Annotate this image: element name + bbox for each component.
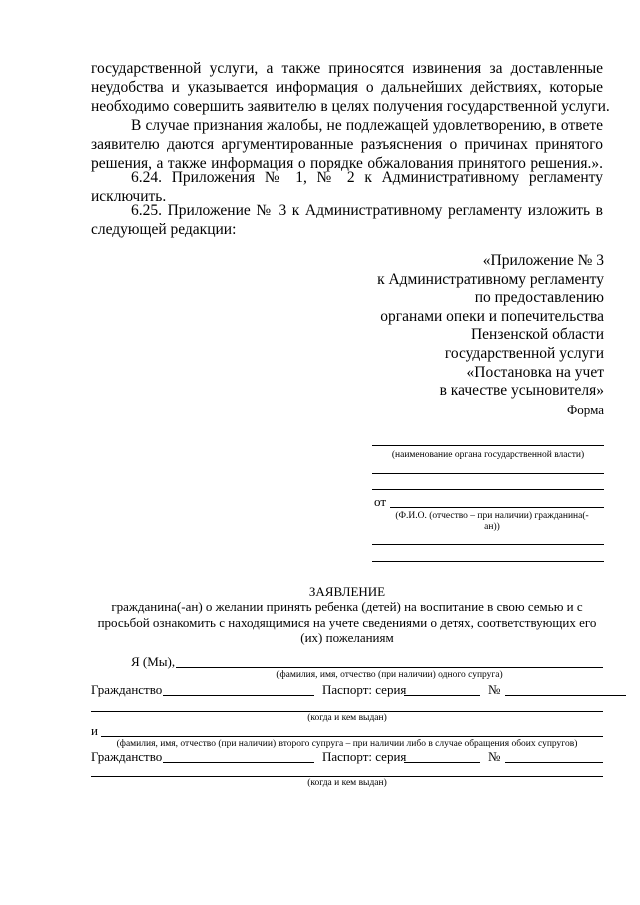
issued-caption-2: (когда и кем выдан) — [307, 778, 387, 788]
text-line: государственной услуги, а также приносятся извинения за доставленные — [91, 60, 603, 77]
text-line: заявителю даются аргументированные разъяснения о причинах принятого — [91, 136, 603, 153]
spouse1-name-line[interactable] — [176, 667, 603, 668]
passport-number-label: № — [488, 682, 501, 697]
paragraph-continuation — [91, 59, 610, 116]
appendix-line: Пензенской области — [470, 326, 604, 344]
appendix-line: к Административному регламенту — [377, 270, 604, 288]
authority-name-line-3[interactable] — [372, 489, 604, 490]
passport-series-label-2: Паспорт: серия — [322, 749, 407, 764]
i-we-label: Я (Мы), — [131, 654, 176, 669]
from-label: от — [374, 494, 387, 509]
text-line: В случае признания жалобы, не подлежащей удовлетворению, в ответе — [131, 117, 603, 134]
applicant-name-line[interactable] — [390, 507, 604, 508]
text-line: неудобства и указывается информация о дальнейших действиях, которые — [91, 79, 603, 96]
passport-series-label: Паспорт: серия — [322, 682, 407, 697]
appendix-line: в качестве усыновителя» — [439, 382, 604, 400]
appendix-line: государственной услуги — [444, 344, 604, 362]
applicant-line-2[interactable] — [372, 544, 604, 545]
and-label: и — [91, 723, 98, 738]
spouse2-name-line[interactable] — [101, 736, 603, 737]
citizenship-field[interactable] — [163, 695, 314, 696]
statement-subtitle: гражданина(-ан) о желании принять ребенка (детей) на воспитание в свою семью и с просьбой ознакомить с находящимися на учете сведениями о детях, соответствующих его (их) пожеланиям — [97, 599, 597, 645]
citizenship-field-2[interactable] — [163, 762, 314, 763]
passport-number-field-2[interactable] — [505, 762, 603, 763]
text-line: решения, а также информация о порядке обжалования принятого решения.». — [91, 155, 603, 172]
citizenship-label: Гражданство — [91, 682, 163, 697]
applicant-line-3[interactable] — [372, 561, 604, 562]
text-line: 6.25. Приложение № 3 к Административному регламенту изложить в — [131, 202, 603, 219]
passport-number-field[interactable] — [505, 695, 626, 696]
appendix-header — [377, 252, 604, 401]
authority-caption: (наименование органа государственной власти) — [391, 450, 585, 460]
passport-series-field[interactable] — [404, 695, 480, 696]
text-line: 6.24. Приложения № 1, № 2 к Административному регламенту — [131, 169, 603, 186]
passport-series-field-2[interactable] — [404, 762, 480, 763]
paragraph-6-25 — [91, 201, 603, 239]
appendix-line: органами опеки и попечительства — [380, 307, 604, 325]
appendix-line: «Постановка на учет — [466, 363, 604, 381]
applicant-caption: (Ф.И.О. (отчество – при наличии) гражданина(- ан)) — [395, 511, 589, 532]
text-line: следующей редакции: — [91, 221, 237, 238]
paragraph-complaint-rejection — [91, 116, 603, 173]
appendix-line: по предоставлению — [474, 289, 604, 307]
spouse1-caption: (фамилия, имя, отчество (при наличии) одного супруга) — [276, 670, 503, 680]
authority-name-line[interactable] — [372, 445, 604, 446]
text-line: необходимо совершить заявителю в целях получения государственной услуги. — [91, 98, 610, 115]
citizenship-label-2: Гражданство — [91, 749, 163, 764]
passport-number-label-2: № — [488, 749, 501, 764]
text-line: исключить. — [91, 188, 167, 205]
authority-name-line-2[interactable] — [372, 473, 604, 474]
issued-field[interactable] — [91, 711, 603, 712]
appendix-line: «Приложение № 3 — [482, 252, 604, 269]
issued-field-2[interactable] — [91, 776, 603, 777]
spouse2-caption: (фамилия, имя, отчество (при наличии) второго супруга – при наличии либо в случае обращения обоих супругов) — [116, 739, 578, 749]
statement-title: ЗАЯВЛЕНИЕ — [308, 584, 386, 599]
form-label: Форма — [567, 402, 604, 417]
issued-caption: (когда и кем выдан) — [307, 713, 387, 723]
